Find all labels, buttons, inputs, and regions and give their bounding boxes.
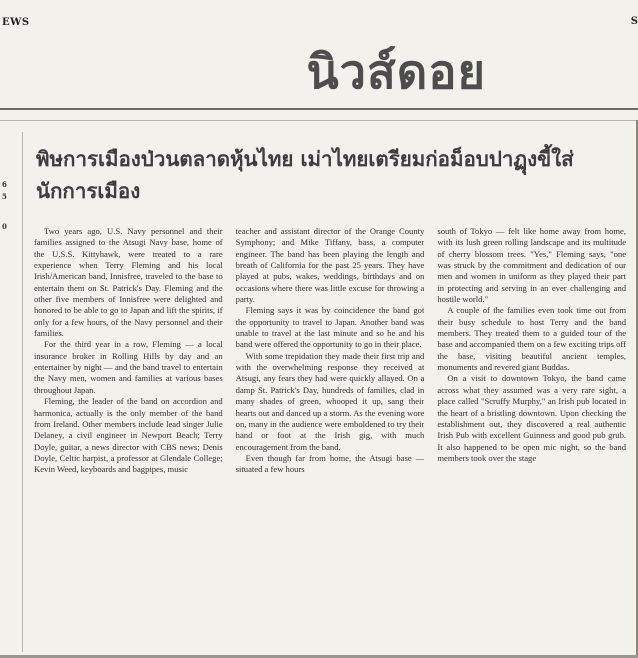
masthead-rule bbox=[0, 108, 638, 110]
adjacent-column-strip bbox=[0, 132, 23, 652]
section-label-right: S bbox=[630, 16, 638, 27]
paragraph: For the third year in a row, Fleming — a local insurance broker in Rolling Hills by day and an entertainer by night — and the band travel to entertain the Navy men, women and families at various bases throughout Japan. bbox=[34, 339, 223, 395]
side-mark: 6 bbox=[2, 180, 7, 189]
paragraph: With some trepidation they made their first trip and with the overwhelming response they received at Atsugi, any fears they had were quickly allayed. On a damp St. Patrick's Day, hundreds of families, clad in many shades of green, whooped it up, sang their hearts out and danced up a storm. As the evening wore on, many in the audience were emboldened to try their hand or foot at the Irish gig, with much encouragement from the band. bbox=[235, 350, 425, 452]
masthead-rule-thin bbox=[0, 120, 638, 121]
section-label-left: EWS bbox=[2, 17, 30, 28]
side-mark: 5 bbox=[2, 192, 7, 201]
article-column-1 bbox=[34, 226, 223, 654]
masthead-brand: นิวส์ดอย bbox=[306, 45, 486, 100]
paragraph: Even though far from home, the Atsugi base — situated a few hours bbox=[235, 452, 425, 475]
side-mark: 0 bbox=[2, 222, 7, 231]
paragraph: Fleming, the leader of the band on accordion and harmonica, actually is the only member of the band from Ireland. Other members include lead singer Julie Delaney, a civil engineer in Newport Beach; Terry Doyle, guitar, a news director with CBS news; Denis Doyle, Celtic harpist, a professor at Glendale College; Kevin Weed, keyboards and bagpipes, music bbox=[34, 396, 223, 475]
paragraph: south of Tokyo — felt like home away from home, with its lush green rolling landscape and its multitude of cherry blossom trees. "Yes," Fleming says, "one was struck by the commitment and dedication of our men and women in uniform as they played their part in protecting and serving in an ever challenging and hostile world." bbox=[437, 226, 627, 305]
paragraph: Fleming says it was by coincidence the band got the opportunity to travel to Japan. Another band was unable to travel at the last minute and so he and his band were offered the opportunity to go in their place. bbox=[235, 305, 425, 350]
article-column-2 bbox=[236, 226, 425, 654]
paragraph: On a visit to downtown Tokyo, the band came across what they assumed was a very rare sight, a place called "Scruffy Murphy," an Irish pub located in the heart of a bristling downtown. Upon checking the establishment out, they discovered a real authentic Irish Pub with excellent Guinness and good pub grub. It also happened to be open mic night, so the band members took over the stage bbox=[437, 373, 627, 463]
article-headline: พิษการเมืองป่วนตลาดหุ้นไทย เม่าไทยเตรียมก่อม็อบปาฏุงขี้ใส่นักการเมือง bbox=[36, 147, 574, 203]
article-column-3 bbox=[437, 226, 626, 654]
article-body bbox=[34, 226, 626, 654]
paragraph: teacher and assistant director of the Orange County Symphony; and Mike Tiffany, bass, a computer engineer. The band has been playing the length and breath of California for the past 25 years. They have played at pubs, wakes, weddings, birthdays and on occasions where there was little excuse for throwing a party. bbox=[235, 226, 425, 305]
paragraph: Two years ago, U.S. Navy personnel and their families assigned to the Atsugi Navy base, home of the U.S.S. Kittyhawk, were treated to a rare experience when Terry Fleming and his local Irish/American band, Innisfree, traveled to the base to entertain them on St. Patrick's Day. Fleming and the other five members of Innisfree were delighted and honored to be able to go to Japan and lift the spirits, if only for a few hours, of the Navy personnel and their families. bbox=[34, 226, 223, 339]
paragraph: A couple of the families even took time out from their busy schedule to host Terry and the band members. They treated them to a guided tour of the base and accompanied them on a few exciting trips off the base, visiting beautiful ancient temples, monuments and revered giant Buddas. bbox=[437, 305, 627, 373]
